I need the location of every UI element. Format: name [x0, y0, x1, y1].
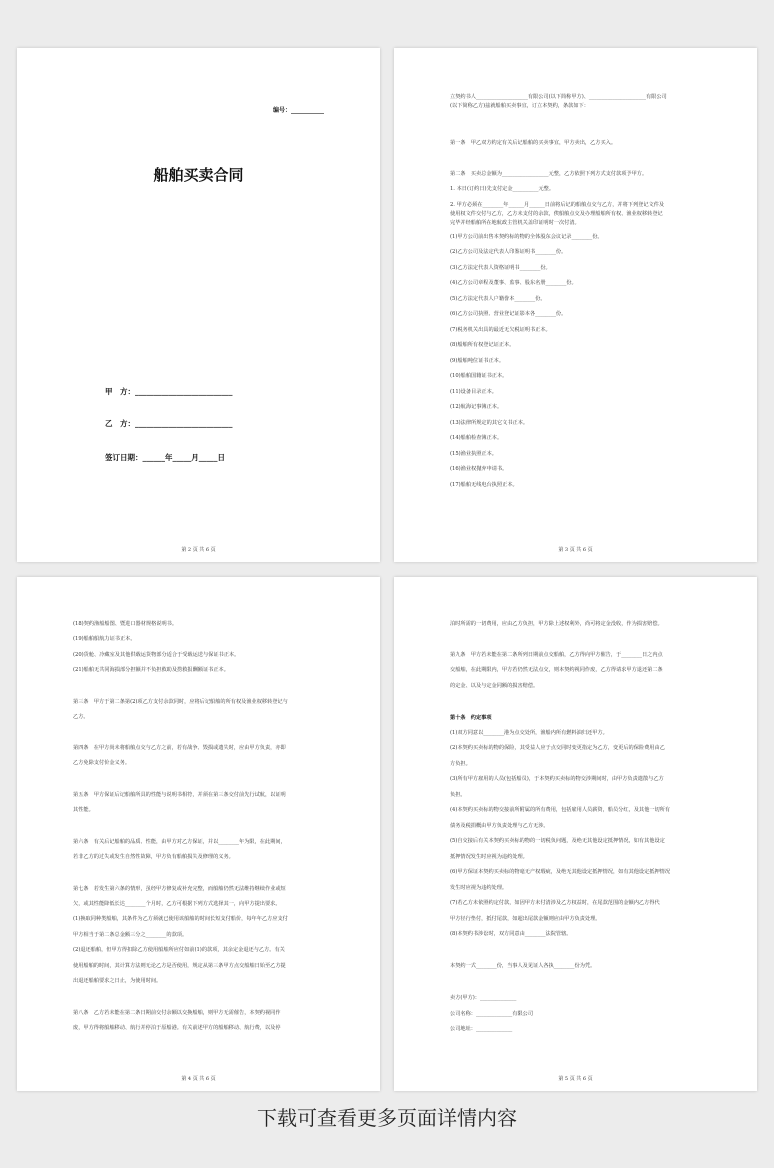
text-line: (21)船舶无共同海损部分担额并不负担救助及捞救报酬额证书正本。	[73, 667, 229, 673]
text-line: 的定金、以及与定金同额的损害赔偿。	[450, 683, 539, 689]
contract-page-2	[17, 48, 380, 562]
contract-page-4	[17, 577, 380, 1091]
text-line: (14)船舶检查簿正本。	[450, 435, 503, 441]
text-line: 若非乙方的过失或发生自然性故障，甲方负有船舶损失及修理的义务。	[73, 854, 234, 860]
text-line: 立契约书人____________________有限公司(以下简称甲方)、______________________有限公司	[450, 94, 667, 100]
contract-page-3	[394, 48, 757, 562]
text-line: 债务及税捐概由甲方负责处理与乙方无涉。	[450, 823, 549, 829]
text-line: (12)航海记事簿正本。	[450, 404, 503, 410]
text-line: 乙方。	[73, 714, 89, 720]
text-line: (10)船舶国籍证书正本。	[450, 373, 508, 379]
page-footer: 第 4 页 共 6 页	[181, 1076, 216, 1082]
text-line: 第十条 约定事项	[450, 715, 492, 721]
download-more-caption[interactable]: 下载可查看更多页面详情内容	[257, 1106, 517, 1130]
text-line: (5)乙方法定代表人户籍誊本________份。	[450, 296, 546, 302]
text-line: 废，甲方得将船舶移动、航行并停泊于原船港。有关前述甲方的船舶移动、航行费，以及停	[73, 1025, 281, 1031]
text-line: (16)渔业权抛弃申请书。	[450, 466, 508, 472]
text-line: 第六条 有关后记船舶的品质、性能，由甲方对乙方保证，并以________年为限，在此期间，	[73, 839, 286, 845]
text-line: 方负担。	[450, 761, 471, 767]
text-line: 第五条 甲方保证后记船舶所具的性能与说明书相符，并须在第三条交付前先行试航，以证明	[73, 792, 286, 798]
text-line: 第七条 若发生第六条的情形，虽经甲方修复或补充完整，而船舶仍然无法维持继续作业或短	[73, 886, 286, 892]
text-line: (6)甲方保证本契约买卖标的物毫无产权瑕疵，及绝无其他设定抵押情况，如有其他设定抵押情况	[450, 869, 671, 875]
party-b-line: 乙 方：__________________________	[105, 419, 233, 428]
text-line: (2)退还船舶，但甲方得扣除乙方使用船舶所应付如前(1)的款项，其余定金退还与乙方。有关	[73, 947, 285, 953]
text-line: (17)船舶无线电台执照正本。	[450, 482, 518, 488]
text-line: (18)契约渔船船图、暨进口器材规格说明书。	[73, 621, 178, 627]
text-line: 第三条 甲方于第二条第(2)项乙方支付余款同时，应将后记船舶的所有权及渔业权移转登记与	[73, 699, 288, 705]
text-line: (13)法律所规定的其它文书正本。	[450, 420, 529, 426]
text-line: 欠，或其性能降低长达________个月时，乙方可根据下列方式选择其一，向甲方提出要求。	[73, 901, 281, 907]
text-line: (7)税务机关出具的最近无欠税证明书正本。	[450, 327, 551, 333]
text-line: 公司地址：______________	[450, 1026, 513, 1032]
text-line: 发生时应视为违约处理。	[450, 885, 508, 891]
text-line: 甲方径行垫付，抵付尾款，如超出尾款金额则应由甲方负责处理。	[450, 916, 601, 922]
text-line: 泊时所需的一切费用，应由乙方负担，甲方除上述权利外，尚可将定金没收，作为损害赔偿。	[450, 621, 663, 627]
text-line: 第四条 在甲方尚未将船舶点交与乙方之前，若有战争、毁损或遗失时，应由甲方负责，亦即	[73, 745, 286, 751]
text-line: 完毕并经船舶所在地航政主管机关盖印证明时一次付清。	[450, 220, 580, 226]
text-line: 使用船舶的时间，其计算方法则无论乙方是否使用，规定从第三条甲方点交船舶日始至乙方提	[73, 963, 286, 969]
text-line: (8)本契约书涉讼时，双方同意由________法院管辖。	[450, 931, 572, 937]
text-line: 乙方免除支付价金义务。	[73, 760, 131, 766]
text-line: (以下简称乙方)兹就船舶买卖事宜，订立本契约，条款如下：	[450, 103, 589, 109]
text-line: 公司名称：______________有限公司	[450, 1011, 534, 1017]
page-footer: 第 2 页 共 6 页	[181, 547, 216, 553]
text-line: 卖方(甲方)：______________	[450, 995, 517, 1001]
text-line: (1)换取同种类船舶，其条件为乙方须就已使用该船舶的时间长短支付船价，每年年乙方应支付	[73, 916, 288, 922]
text-line: (5)自交接后有关本契约买卖标的物的一切税负问题，及绝无其他设定抵押情况，如有其他设定	[450, 838, 665, 844]
text-line: (3)乙方法定代表人资格证明书________份。	[450, 265, 551, 271]
text-line: 甲方相当于第二条总金额三分之________的款项。	[73, 932, 188, 938]
text-line: 其性能。	[73, 807, 94, 813]
text-line: (4)本契约买卖标的物交接前所附属的所有费用，包括雇用人员薪资，船员分红，及其他一切所有	[450, 807, 671, 813]
text-line: 1. 本日(订约日)先支付定金__________元整。	[450, 186, 555, 192]
text-line: (15)渔业执照正本。	[450, 451, 497, 457]
text-line: (2)乙方公司及法定代表人印鉴证明书________份。	[450, 249, 567, 255]
text-line: (6)乙方公司执照、营业登记证影本各________份。	[450, 311, 567, 317]
text-line: (19)船舶船航力证书正本。	[73, 636, 136, 642]
text-line: 出退还船舶要求之日止，为使用时间。	[73, 978, 162, 984]
text-line: 使用权文件交付与乙方，乙方未支付的余款，俟船舶点交及办理船舶所有权、渔业权移转登记	[450, 211, 663, 217]
text-line: 2. 甲方必须在________年______月______日前将后记的船舶点交与乙方，并将下列登记文件及	[450, 202, 665, 208]
contract-page-5	[394, 577, 757, 1091]
text-line: 第一条 甲乙双方约定有关后记船舶的买卖事宜，甲方卖出，乙方买入。	[450, 140, 617, 146]
text-line: (7)若乙方未依照约定付款，如因甲方未付清涉及乙方权益时，在尾款范围的金额内乙方得代	[450, 900, 660, 906]
text-line: (9)船舶吨位证书正本。	[450, 358, 505, 364]
text-line: 抵押情况发生时应视为违约处理。	[450, 854, 528, 860]
party-a-line: 甲 方：__________________________	[105, 387, 233, 396]
page-footer: 第 3 页 共 6 页	[558, 547, 593, 553]
page-footer: 第 5 页 共 6 页	[558, 1076, 593, 1082]
text-line: 第二条 买卖总金额为__________________元整，乙方依照下列方式支付款项予甲方。	[450, 171, 648, 177]
text-line: (11)设备目录正本。	[450, 389, 497, 395]
text-line: 交船舶，在此期限内，甲方若仍然无法点交，则本契约视同作废，乙方得请求甲方退还第二条	[450, 667, 663, 673]
text-line: (20)货舱、冷藏室及其他供载运货物部分适合于受载运送与保证书正本。	[73, 652, 240, 658]
text-line: 第八条 乙方若未能在第二条日期前交付余额以交换船舶，则甲方无需催告，本契约视同作	[73, 1010, 281, 1016]
sign-date-line: 签订日期：______年_____月_____日	[105, 453, 225, 462]
text-line: 本契约一式________份，当事人及见证人各执________份为凭。	[450, 963, 596, 969]
text-line: (1)甲方公司前出售本契约标的物的全体股东会议记录________份。	[450, 234, 603, 240]
contract-number-label: 编号：___________	[272, 107, 324, 114]
text-line: (4)乙方公司章程及董事、监事、股东名册________份。	[450, 280, 577, 286]
text-line: (8)船舶所有权登记证正本。	[450, 342, 515, 348]
text-line: 第九条 甲方若未能在第二条所列日期前点交船舶，乙方得向甲方催告，于________日之内点	[450, 652, 663, 658]
text-line: 负担。	[450, 792, 466, 798]
text-line: (1)双方同意以________港为点交处所，渔船内所有燃料油归还甲方。	[450, 730, 608, 736]
text-line: (3)所有甲方雇用的人员(包括船员)，于本契约买卖标的物交涉期间时，由甲方负责遣散与乙方	[450, 776, 664, 782]
document-title: 船舶买卖合同	[153, 166, 244, 184]
text-line: (2)本契约买卖标的物的保险，其受益人应于点交同时变更指定为乙方，变更后的保险费用由乙	[450, 745, 665, 751]
